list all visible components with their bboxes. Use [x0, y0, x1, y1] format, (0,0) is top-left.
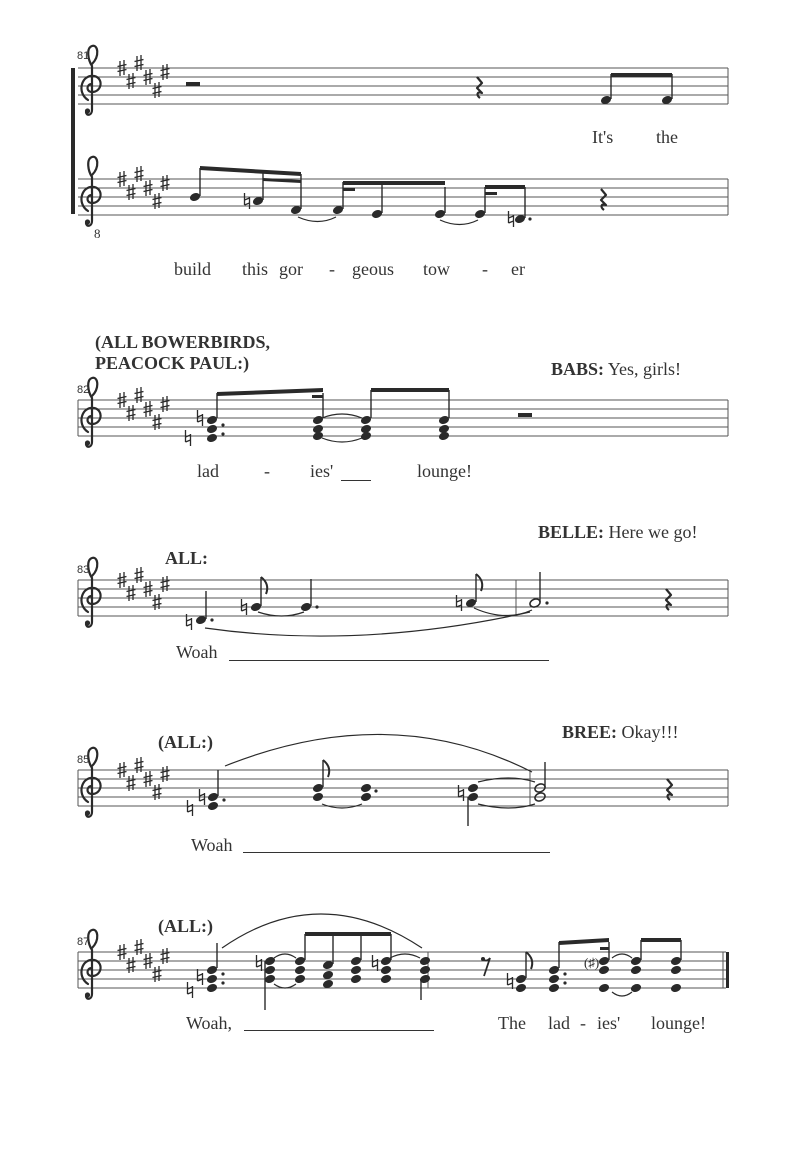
lyric: lounge!: [417, 461, 472, 481]
measure-number: 83: [77, 564, 90, 576]
lyric: -: [264, 461, 270, 481]
spoken-line: [551, 359, 681, 380]
lyric: this: [242, 259, 269, 279]
measure-number: 81: [77, 50, 90, 62]
lyric-extender: [341, 480, 371, 481]
lyric: -: [482, 259, 488, 279]
system-1: [71, 46, 728, 227]
stage-direction: (ALL BOWERBIRDS,: [95, 332, 271, 352]
lyric: -: [329, 259, 335, 279]
svg-text:(♯): (♯): [584, 955, 600, 970]
spoken-line: [538, 522, 698, 543]
lyric: lad: [197, 461, 219, 481]
system-2: [78, 378, 728, 447]
octave-mark: 8: [94, 226, 101, 241]
lyric: -: [580, 1013, 586, 1033]
lyric: gor: [279, 259, 303, 279]
lyric: lounge!: [651, 1013, 706, 1033]
system-3: [78, 558, 728, 636]
stage-direction: (ALL:): [158, 732, 213, 752]
lyric: Woah,: [186, 1013, 233, 1033]
lyric: build: [174, 259, 212, 279]
lyric-extender: [244, 1030, 434, 1031]
lyric-extender: [229, 660, 549, 661]
measure-number: 85: [77, 754, 90, 766]
speaker-name: BABS:: [551, 359, 605, 379]
lyric: geous: [352, 259, 394, 279]
spoken-text: Okay!!!: [621, 722, 679, 742]
speaker-name: BREE:: [562, 722, 618, 742]
lyric: Woah: [176, 642, 218, 662]
lyric: It's: [592, 127, 614, 147]
lyric: the: [656, 127, 678, 147]
speaker-name: BELLE:: [538, 522, 605, 542]
lyric: er: [511, 259, 525, 279]
lyric: lad: [548, 1013, 570, 1033]
lyric: ies': [597, 1013, 621, 1033]
spoken-text: Here we go!: [608, 522, 698, 542]
stage-direction: ALL:: [165, 548, 209, 568]
spoken-text: Yes, girls!: [607, 359, 682, 379]
lyric: The: [498, 1013, 526, 1033]
spoken-line: [562, 722, 679, 743]
measure-number: 87: [77, 936, 90, 948]
lyric: Woah: [191, 835, 233, 855]
stage-direction: (ALL:): [158, 916, 213, 936]
measure-number: 82: [77, 384, 90, 396]
lyric-extender: [243, 852, 550, 853]
lyric: tow: [423, 259, 450, 279]
stage-direction: PEACOCK PAUL:): [95, 353, 250, 373]
lyric: ies': [310, 461, 334, 481]
